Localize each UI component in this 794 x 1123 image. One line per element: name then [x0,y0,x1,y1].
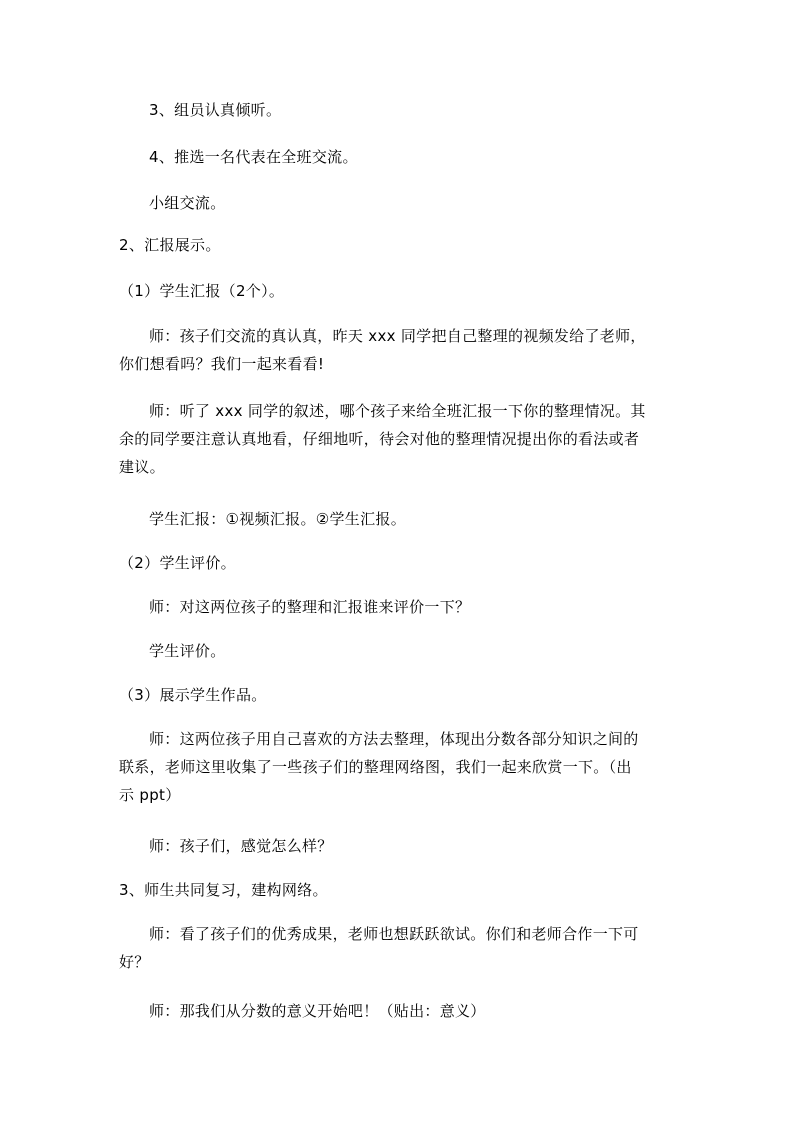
paragraph-text: 4、推选一名代表在全班交流。 [149,148,358,166]
heading-text: （3）展示学生作品。 [119,686,267,704]
paragraph-teacher-report-request [119,397,679,481]
paragraph-student-evaluation [119,637,679,665]
paragraph-text: 师：对这两位孩子的整理和汇报谁来评价一下？ [149,598,471,616]
paragraph-line: 示 ppt） [119,786,181,804]
paragraph-text: 师：孩子们，感觉怎么样？ [149,837,333,855]
subsection-heading-show-works [119,681,679,709]
heading-text: 3、师生共同复习，建构网络。 [119,881,328,899]
paragraph-text: 师：那我们从分数的意义开始吧！（贴出：意义） [149,1002,486,1020]
paragraph-line: 余的同学要注意认真地看，仔细地听，待会对他的整理情况提出你的看法或者 [119,430,640,448]
paragraph-text: 学生评价。 [149,642,226,660]
paragraph-line: 师：这两位孩子用自己喜欢的方法去整理，体现出分数各部分知识之间的 [149,730,639,748]
paragraph-teacher-evaluation-ask [119,593,679,621]
paragraph-teacher-feeling [119,832,679,860]
section-heading-report-display [119,231,679,259]
paragraph-line: 你们想看吗？我们一起来看看! [119,355,325,373]
paragraph-teacher-video [119,322,679,378]
paragraph-teacher-start-meaning [119,997,679,1025]
heading-text: （1）学生汇报（2个）。 [119,282,285,300]
paragraph-group-exchange [119,189,679,217]
paragraph-line: 师：孩子们交流的真认真，昨天 xxx 同学把自己整理的视频发给了老师， [149,327,646,345]
paragraph-text: 小组交流。 [149,194,226,212]
section-heading-review-network [119,876,679,904]
paragraph-elect-representative [119,143,679,171]
paragraph-teacher-network-diagram [119,725,679,809]
paragraph-line: 联系，老师这里收集了一些孩子们的整理网络图，我们一起来欣赏一下。（出 [119,758,632,776]
paragraph-student-report-types [119,505,679,533]
paragraph-line: 好？ [119,953,150,971]
paragraph-text: 3、组员认真倾听。 [149,101,282,119]
subsection-heading-student-evaluation [119,549,679,577]
subsection-heading-student-report [119,277,679,305]
paragraph-line: 师：听了 xxx 同学的叙述，哪个孩子来给全班汇报一下你的整理情况。其 [149,402,646,420]
paragraph-line: 建议。 [119,458,165,476]
heading-text: 2、汇报展示。 [119,236,221,254]
heading-text: （2）学生评价。 [119,554,236,572]
paragraph-line: 师：看了孩子们的优秀成果，老师也想跃跃欲试。你们和老师合作一下可 [149,925,639,943]
paragraph-teacher-cooperate [119,920,679,976]
paragraph-group-member-listen [119,96,679,124]
paragraph-text: 学生汇报：①视频汇报。②学生汇报。 [149,510,406,528]
